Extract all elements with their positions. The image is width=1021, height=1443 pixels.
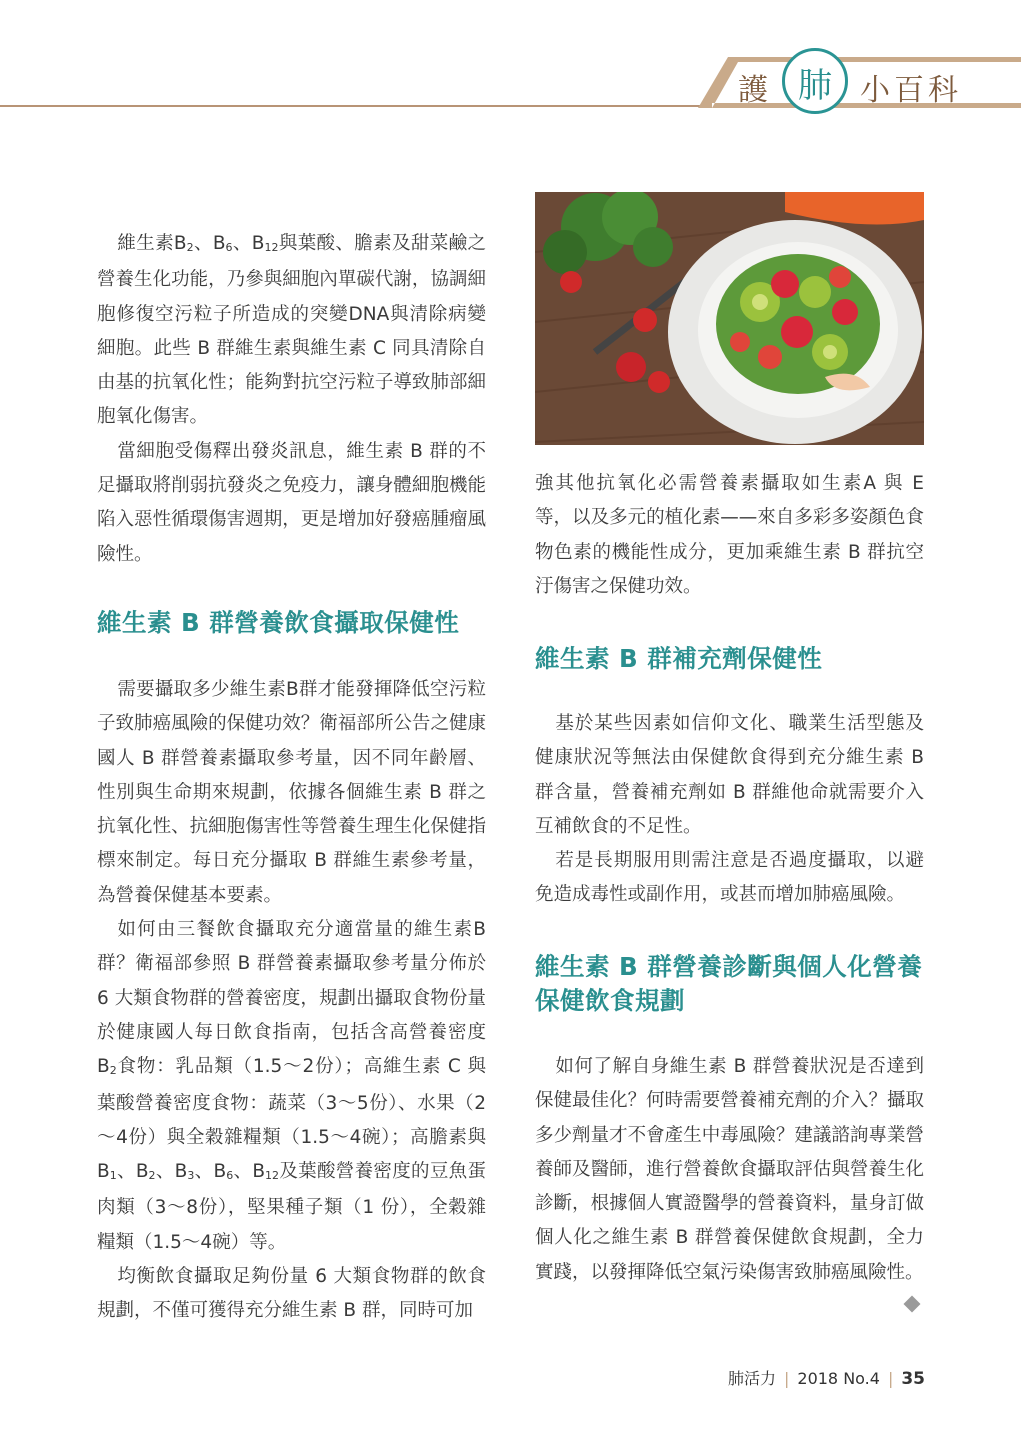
left-column-lower (97, 673, 486, 1329)
banner-text-encyclopedia: 小百科 (860, 73, 962, 108)
banner-text-lung: 肺 (798, 66, 832, 106)
page-number: 35 (901, 1369, 925, 1389)
right-para-3: 若是長期服用則需注意是否過度攝取，以避免造成毒性或副作用，或甚而增加肺癌風險。 (535, 850, 924, 906)
right-para-1: 強其他抗氧化必需營養素攝取如生素A 與 E 等，以及多元的植化素——來自多彩多姿顏色食物色素的機能性成分，更加乘維生素 B 群抗空汙傷害之保健功效。 (535, 473, 924, 597)
right-para-4: 如何了解自身維生素 B 群營養狀況是否達到保健最佳化？何時需要營養補充劑的介入？攝取多少劑量才不會產生中毒風險？建議諮詢專業營養師及醫師，進行營養飲食攝取評估與營養生化診斷，根據個人實證醫學的營養資料，量身訂做個人化之維生素 B 群營養保健飲食規劃，全力實踐，以發揮降低空氣污染傷害致肺癌風險性。 (535, 1056, 924, 1283)
heading-b-diagnosis: 維生素 B 群營養診斷與個人化營養保健飲食規劃 (535, 952, 923, 1015)
right-column-bottom (535, 1050, 924, 1290)
right-para-2: 基於某些因素如信仰文化、職業生活型態及健康狀況等無法由保健飲食得到充分維生素 B 群含量，營養補充劑如 B 群維他命就需要介入互補飲食的不足性。 (535, 713, 924, 837)
left-column (97, 227, 486, 572)
salad-photo (535, 192, 924, 445)
page-footer: 肺活力 | 2018 No.4 | 35 (727, 1369, 925, 1389)
left-para-2: 當細胞受傷釋出發炎訊息，維生素 B 群的不足攝取將削弱抗發炎之免疫力，讓身體細胞機能陷入惡性循環傷害週期，更是增加好發癌腫瘤風險性。 (97, 440, 486, 565)
right-column-middle (535, 707, 924, 913)
header-rule (0, 105, 700, 107)
heading-b-diet: 維生素 B 群營養飲食攝取保健性 (97, 608, 460, 637)
right-heading-block-1 (535, 642, 924, 676)
right-column-top (535, 467, 924, 604)
right-heading-block-2 (535, 950, 924, 1018)
section-banner (690, 57, 1021, 108)
end-mark-icon (904, 1296, 921, 1313)
left-heading-block (97, 606, 486, 640)
heading-b-supplement: 維生素 B 群補充劑保健性 (535, 644, 823, 673)
magazine-name: 肺活力 (727, 1369, 776, 1388)
left-para-3: 需要攝取多少維生素B群才能發揮降低空污粒子致肺癌風險的保健功效？衛福部所公告之健康國人 B 群營養素攝取參考量，因不同年齡層、性別與生命期來規劃，依據各個維生素 B 群之抗氧化性、抗細胞傷害性等營養生理生化保健指標來制定。每日充分攝取 B 群維生素參考量，為營養保健基本要素。 (97, 679, 486, 906)
banner-text-protect: 護 (738, 73, 769, 108)
banner-circle (782, 48, 848, 114)
issue-label: 2018 No.4 (797, 1369, 880, 1388)
salad-illustration (535, 192, 924, 445)
left-para-5: 均衡飲食攝取足夠份量 6 大類食物群的飲食規劃，不僅可獲得充分維生素 B 群，同時可加 (97, 1266, 486, 1322)
left-para-4: 如何由三餐飲食攝取充分適當量的維生素B群？衛福部參照 B 群營養素攝取參考量分佈於 6 大類食物群的營養密度，規劃出攝取食物份量於健康國人每日飲食指南，包括含高營養密度$B_2$食物：乳品類（1.5～2份）；高維生素 C 與葉酸營養密度食物：蔬菜（3～5份）、水果（2～4份）與全穀雜糧類（1.5～4碗）；高膽素與$B_1$、$B_2$、$B_3$、$B_6$、$B_{12}$及葉酸營養密度的豆魚蛋肉類（3～8份），堅果種子類（1 份），全穀雜糧類（1.5～4碗）等。 (97, 919, 486, 1253)
left-para-1: 維生素$B_2$、$B_6$、$B_{12}$與葉酸、膽素及甜菜鹼之營養生化功能，乃參與細胞內單碳代謝，協調細胞修復空污粒子所造成的突變DNA與清除病變細胞。此些 B 群維生素與維生素 C 同具清除自由基的抗氧化性；能夠對抗空污粒子導致肺部細胞氧化傷害。 (97, 233, 486, 428)
